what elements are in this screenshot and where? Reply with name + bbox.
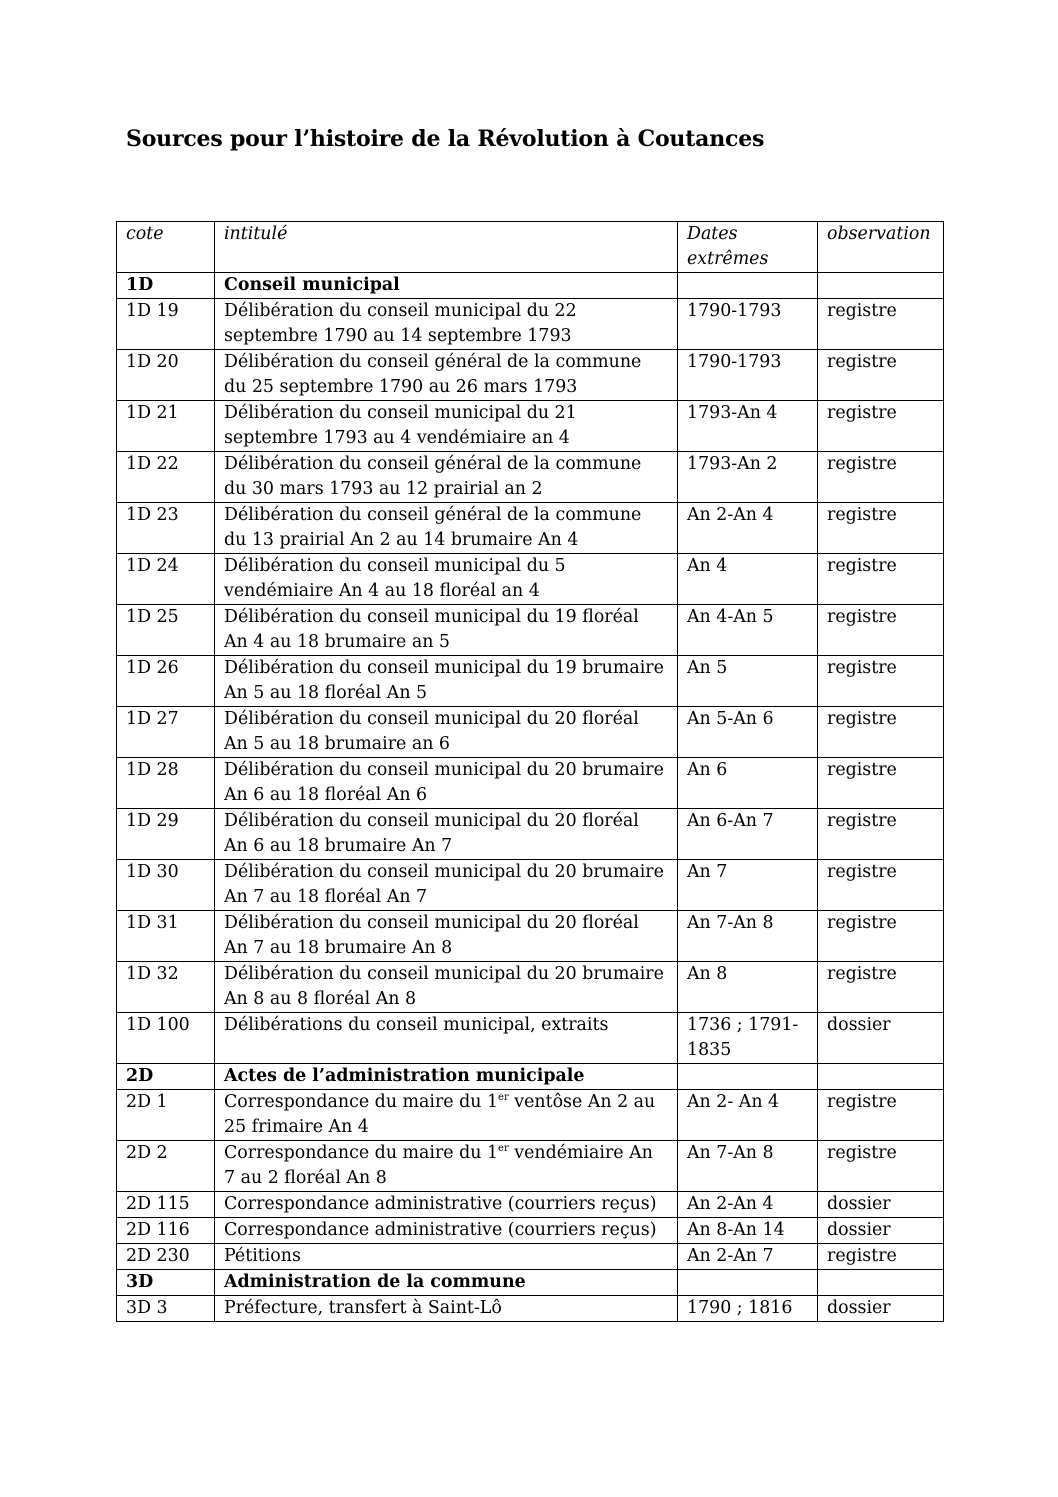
cell-cote: 1D 19: [117, 299, 215, 350]
cell-observation: registre: [818, 911, 944, 962]
cell-dates: 1790-1793: [678, 299, 818, 350]
section-empty-cell: [818, 1064, 944, 1090]
cell-observation: registre: [818, 554, 944, 605]
cell-observation: dossier: [818, 1218, 944, 1244]
section-row: [117, 1270, 944, 1296]
cell-cote: 1D 24: [117, 554, 215, 605]
cell-intitule: Délibération du conseil municipal du 20 brumaire An 8 au 8 floréal An 8: [215, 962, 678, 1013]
header-intitule: intitulé: [215, 222, 678, 273]
section-label: Administration de la commune: [215, 1270, 678, 1296]
cell-cote: 1D 23: [117, 503, 215, 554]
cell-dates: An 5-An 6: [678, 707, 818, 758]
header-dates: Dates extrêmes: [678, 222, 818, 273]
cell-cote: 1D 21: [117, 401, 215, 452]
table-row: [117, 401, 944, 452]
cell-cote: 1D 26: [117, 656, 215, 707]
table-row: [117, 656, 944, 707]
table-row: [117, 707, 944, 758]
cell-observation: registre: [818, 503, 944, 554]
cell-dates: An 2- An 4: [678, 1090, 818, 1141]
cell-observation: registre: [818, 299, 944, 350]
table-row: [117, 1192, 944, 1218]
intitule-text: Correspondance du maire du 1: [224, 1092, 499, 1112]
cell-observation: registre: [818, 860, 944, 911]
cell-intitule: Délibération du conseil général de la commune du 30 mars 1793 au 12 prairial an 2: [215, 452, 678, 503]
cell-intitule: Préfecture, transfert à Saint-Lô: [215, 1296, 678, 1322]
cell-dates: An 4-An 5: [678, 605, 818, 656]
intitule-text: ventôse An 2 au 25 frimaire An 4: [224, 1092, 656, 1137]
cell-dates: 1793-An 2: [678, 452, 818, 503]
cell-dates: An 7: [678, 860, 818, 911]
cell-observation: registre: [818, 809, 944, 860]
cell-intitule: Délibération du conseil municipal du 19 floréal An 4 au 18 brumaire an 5: [215, 605, 678, 656]
section-empty-cell: [818, 1270, 944, 1296]
cell-cote: 2D 2: [117, 1141, 215, 1192]
table-row: [117, 554, 944, 605]
cell-dates: An 5: [678, 656, 818, 707]
section-label: Conseil municipal: [215, 273, 678, 299]
cell-intitule: Délibération du conseil général de la commune du 25 septembre 1790 au 26 mars 1793: [215, 350, 678, 401]
cell-dates: 1790 ; 1816: [678, 1296, 818, 1322]
cell-cote: 1D 30: [117, 860, 215, 911]
cell-observation: registre: [818, 1090, 944, 1141]
cell-dates: An 4: [678, 554, 818, 605]
intitule-text: Correspondance du maire du 1: [224, 1143, 499, 1163]
cell-observation: registre: [818, 1141, 944, 1192]
cell-intitule: Délibération du conseil municipal du 20 floréal An 5 au 18 brumaire an 6: [215, 707, 678, 758]
ordinal-superscript: er: [498, 1143, 509, 1155]
cell-cote: 2D 115: [117, 1192, 215, 1218]
table-row: [117, 758, 944, 809]
cell-intitule: Délibération du conseil municipal du 21 septembre 1793 au 4 vendémiaire an 4: [215, 401, 678, 452]
table-row: [117, 1013, 944, 1064]
cell-dates: An 7-An 8: [678, 1141, 818, 1192]
section-code: 1D: [117, 273, 215, 299]
cell-intitule: Délibération du conseil municipal du 20 floréal An 6 au 18 brumaire An 7: [215, 809, 678, 860]
cell-cote: 1D 32: [117, 962, 215, 1013]
table-row: [117, 605, 944, 656]
cell-dates: An 6-An 7: [678, 809, 818, 860]
table-row: [117, 299, 944, 350]
table-row: [117, 809, 944, 860]
cell-intitule: Délibération du conseil municipal du 5 vendémiaire An 4 au 18 floréal an 4: [215, 554, 678, 605]
page-title: Sources pour l’histoire de la Révolution à Coutances: [126, 126, 765, 152]
table-row: [117, 860, 944, 911]
cell-intitule: Délibération du conseil municipal du 19 brumaire An 5 au 18 floréal An 5: [215, 656, 678, 707]
cell-cote: 1D 100: [117, 1013, 215, 1064]
section-row: [117, 1064, 944, 1090]
cell-intitule: [215, 1090, 678, 1141]
cell-observation: dossier: [818, 1192, 944, 1218]
cell-intitule: Délibération du conseil municipal du 20 floréal An 7 au 18 brumaire An 8: [215, 911, 678, 962]
cell-dates: An 6: [678, 758, 818, 809]
table-row: [117, 1218, 944, 1244]
cell-observation: dossier: [818, 1296, 944, 1322]
section-row: [117, 273, 944, 299]
table-row: [117, 1090, 944, 1141]
header-observation: observation: [818, 222, 944, 273]
cell-dates: An 2-An 4: [678, 503, 818, 554]
cell-observation: registre: [818, 707, 944, 758]
table-header-row: [117, 222, 944, 273]
table-row: [117, 1296, 944, 1322]
cell-intitule: [215, 1141, 678, 1192]
cell-observation: registre: [818, 656, 944, 707]
cell-cote: 1D 29: [117, 809, 215, 860]
cell-cote: 2D 230: [117, 1244, 215, 1270]
section-empty-cell: [678, 1064, 818, 1090]
cell-dates: An 8-An 14: [678, 1218, 818, 1244]
cell-dates: An 7-An 8: [678, 911, 818, 962]
cell-observation: registre: [818, 401, 944, 452]
cell-cote: 1D 28: [117, 758, 215, 809]
table-row: [117, 350, 944, 401]
table-body: [117, 273, 944, 1322]
cell-observation: registre: [818, 452, 944, 503]
cell-cote: 1D 27: [117, 707, 215, 758]
header-cote: cote: [117, 222, 215, 273]
table-row: [117, 911, 944, 962]
cell-observation: registre: [818, 605, 944, 656]
table-row: [117, 503, 944, 554]
cell-observation: registre: [818, 962, 944, 1013]
cell-cote: 1D 31: [117, 911, 215, 962]
table-row: [117, 1244, 944, 1270]
cell-dates: An 8: [678, 962, 818, 1013]
cell-cote: 1D 20: [117, 350, 215, 401]
cell-dates: An 2-An 4: [678, 1192, 818, 1218]
section-code: 3D: [117, 1270, 215, 1296]
table-row: [117, 452, 944, 503]
cell-cote: 1D 22: [117, 452, 215, 503]
cell-dates: 1736 ; 1791-1835: [678, 1013, 818, 1064]
cell-dates: 1790-1793: [678, 350, 818, 401]
cell-observation: registre: [818, 350, 944, 401]
cell-intitule: Délibération du conseil municipal du 22 septembre 1790 au 14 septembre 1793: [215, 299, 678, 350]
section-code: 2D: [117, 1064, 215, 1090]
section-empty-cell: [678, 273, 818, 299]
ordinal-superscript: er: [498, 1092, 509, 1104]
cell-cote: 2D 116: [117, 1218, 215, 1244]
section-label: Actes de l’administration municipale: [215, 1064, 678, 1090]
cell-intitule: Délibération du conseil général de la commune du 13 prairial An 2 au 14 brumaire An 4: [215, 503, 678, 554]
cell-intitule: Correspondance administrative (courriers reçus): [215, 1192, 678, 1218]
cell-observation: registre: [818, 1244, 944, 1270]
table-row: [117, 962, 944, 1013]
cell-intitule: Pétitions: [215, 1244, 678, 1270]
cell-intitule: Délibération du conseil municipal du 20 brumaire An 7 au 18 floréal An 7: [215, 860, 678, 911]
cell-cote: 2D 1: [117, 1090, 215, 1141]
section-empty-cell: [678, 1270, 818, 1296]
intitule-text: vendémiaire An 7 au 2 floréal An 8: [224, 1143, 653, 1188]
cell-observation: dossier: [818, 1013, 944, 1064]
section-empty-cell: [818, 273, 944, 299]
cell-intitule: Correspondance administrative (courriers reçus): [215, 1218, 678, 1244]
table-row: [117, 1141, 944, 1192]
cell-cote: 3D 3: [117, 1296, 215, 1322]
cell-observation: registre: [818, 758, 944, 809]
cell-dates: 1793-An 4: [678, 401, 818, 452]
sources-table: [116, 221, 944, 1322]
cell-cote: 1D 25: [117, 605, 215, 656]
cell-intitule: Délibération du conseil municipal du 20 brumaire An 6 au 18 floréal An 6: [215, 758, 678, 809]
cell-dates: An 2-An 7: [678, 1244, 818, 1270]
cell-intitule: Délibérations du conseil municipal, extraits: [215, 1013, 678, 1064]
